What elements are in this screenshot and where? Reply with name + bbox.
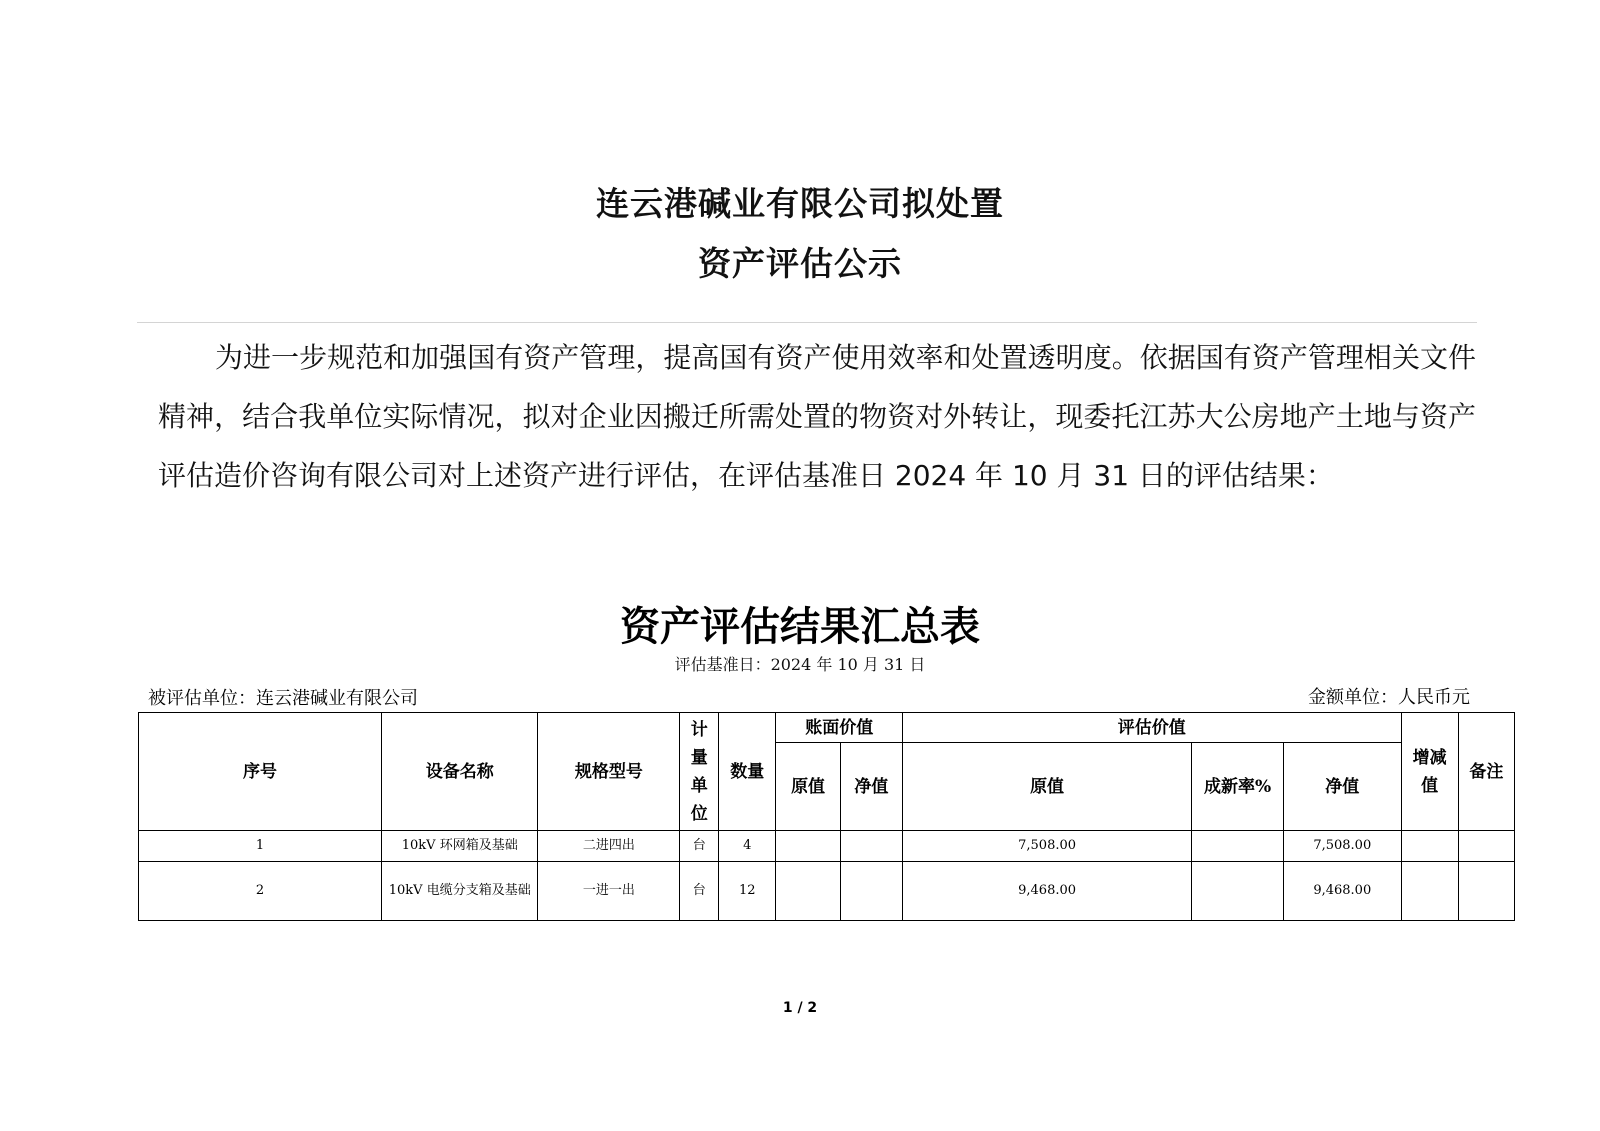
cell-name: 10kV 环网箱及基础: [382, 831, 538, 862]
cell-unit: 台: [680, 831, 719, 862]
cell-unit: 台: [680, 862, 719, 921]
header-unit: 计量单位: [680, 713, 719, 831]
header-eval-rate: 成新率%: [1192, 743, 1284, 831]
document-title-line1: 连云港碱业有限公司拟处置: [596, 184, 1004, 223]
summary-table: [138, 712, 1515, 921]
cell-book-orig: [776, 831, 840, 862]
page-number: 1 / 2: [782, 1000, 818, 1016]
cell-eval-rate: [1192, 862, 1284, 921]
cell-name: 10kV 电缆分支箱及基础: [382, 862, 538, 921]
cell-remark: [1458, 862, 1514, 921]
cell-book-net: [840, 862, 902, 921]
header-remark: 备注: [1458, 713, 1514, 831]
summary-title: 资产评估结果汇总表: [620, 603, 980, 650]
title-divider: [137, 322, 1477, 323]
header-eval-value: 评估价值: [903, 713, 1402, 743]
document-title-line2: 资产评估公示: [698, 244, 902, 283]
cell-eval-net: 7,508.00: [1284, 831, 1402, 862]
cell-eval-rate: [1192, 831, 1284, 862]
cell-eval-orig: 7,508.00: [903, 831, 1192, 862]
header-book-net: 净值: [840, 743, 902, 831]
base-date: 评估基准日：2024 年 10 月 31 日: [674, 655, 926, 674]
header-book-value: 账面价值: [776, 713, 903, 743]
cell-book-orig: [776, 862, 840, 921]
intro-paragraph: 为进一步规范和加强国有资产管理，提高国有资产使用效率和处置透明度。依据国有资产管理相关文件精神，结合我单位实际情况，拟对企业因搬迁所需处置的物资对外转让，现委托江苏大公房地产土地与资产评估造价咨询有限公司对上述资产进行评估，在评估基准日 2024 年 10 月 31 日的评估结果：: [158, 341, 1476, 492]
header-change: 增减值: [1401, 713, 1458, 831]
cell-qty: 12: [719, 862, 776, 921]
cell-qty: 4: [719, 831, 776, 862]
cell-spec: 二进四出: [538, 831, 680, 862]
cell-eval-net: 9,468.00: [1284, 862, 1402, 921]
cell-eval-orig: 9,468.00: [903, 862, 1192, 921]
cell-seq: 2: [139, 862, 382, 921]
header-seq: 序号: [139, 713, 382, 831]
currency-unit: 金额单位：人民币元: [1308, 687, 1470, 708]
cell-seq: 1: [139, 831, 382, 862]
assessed-unit: 被评估单位：连云港碱业有限公司: [148, 688, 418, 709]
table-row: [139, 831, 1515, 862]
header-book-orig: 原值: [776, 743, 840, 831]
cell-book-net: [840, 831, 902, 862]
table-row: [139, 862, 1515, 921]
header-qty: 数量: [719, 713, 776, 831]
cell-spec: 一进一出: [538, 862, 680, 921]
cell-change: [1401, 862, 1458, 921]
header-name: 设备名称: [382, 713, 538, 831]
cell-remark: [1458, 831, 1514, 862]
header-spec: 规格型号: [538, 713, 680, 831]
cell-change: [1401, 831, 1458, 862]
header-eval-net: 净值: [1284, 743, 1402, 831]
header-eval-orig: 原值: [903, 743, 1192, 831]
